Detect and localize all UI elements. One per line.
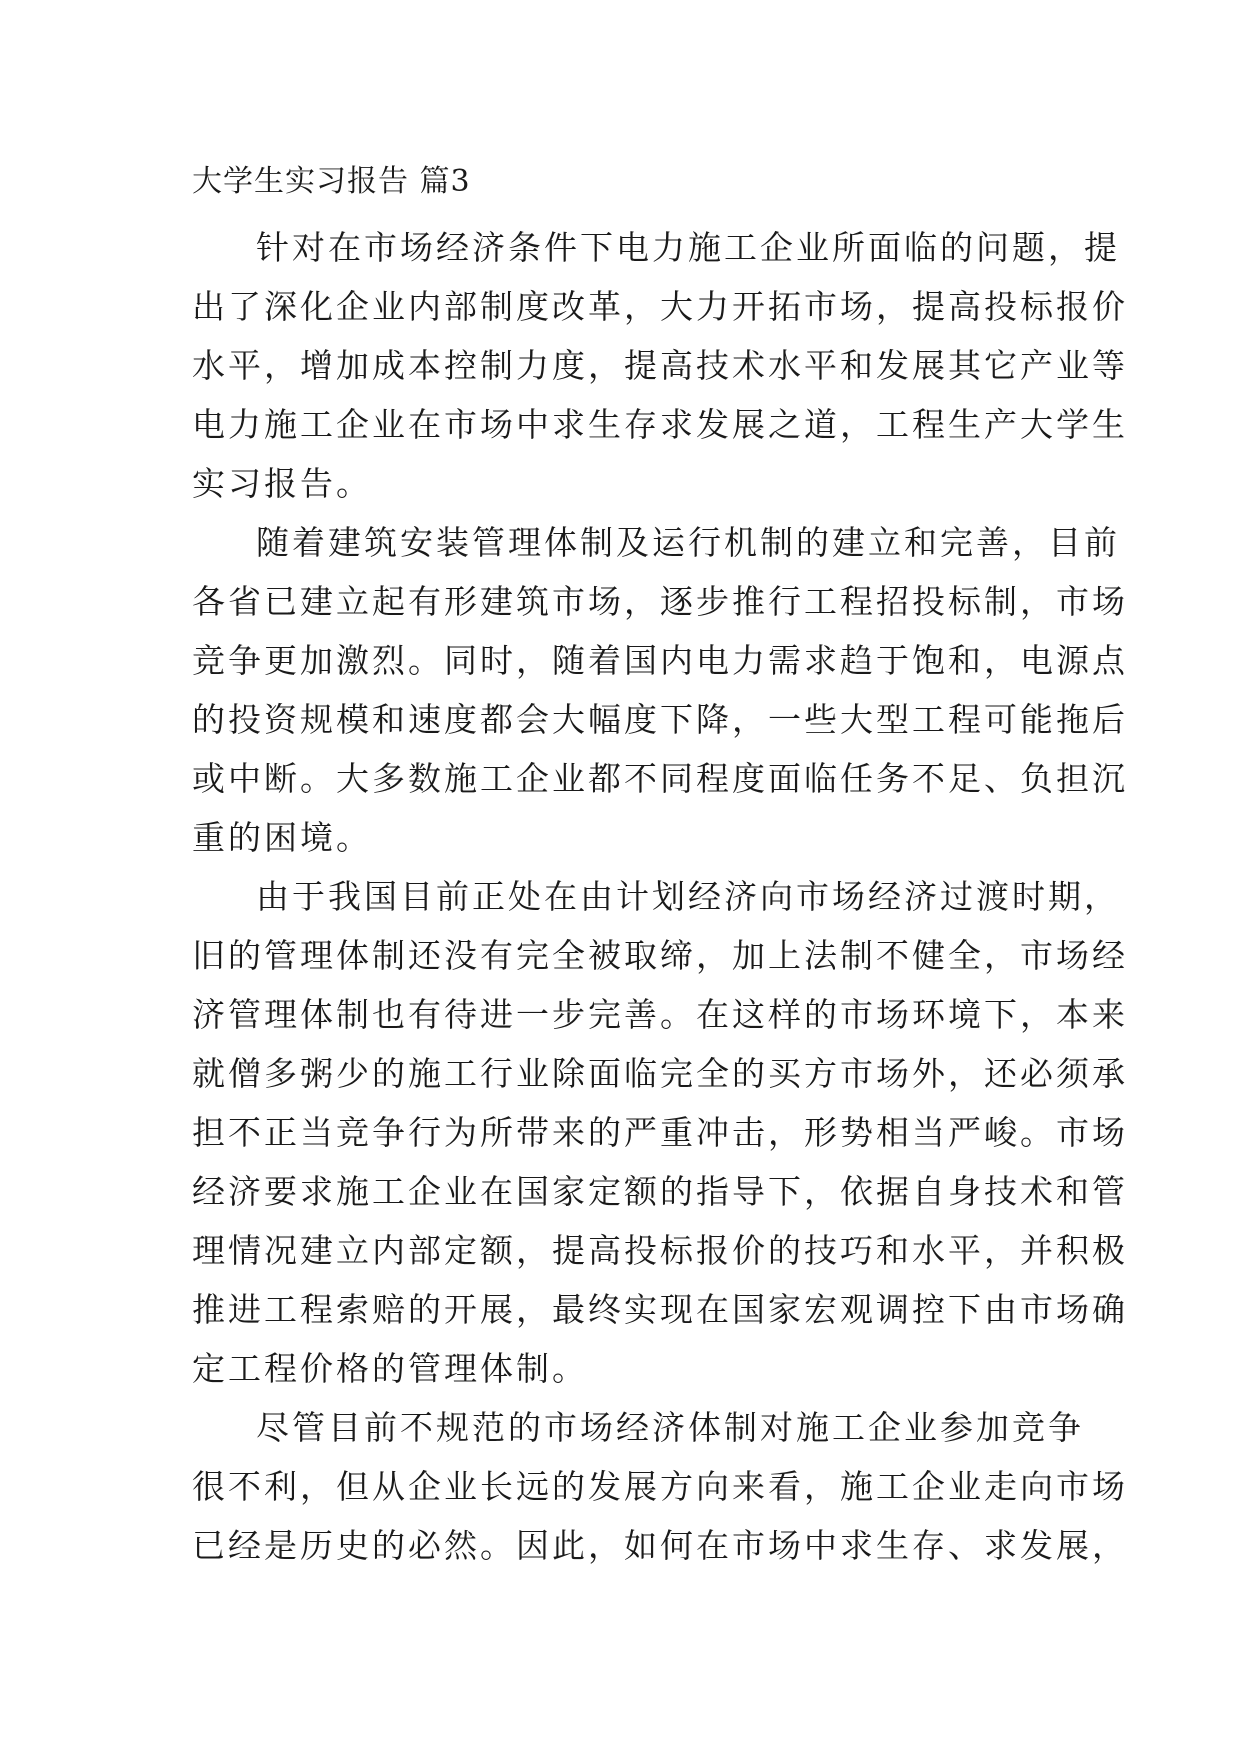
paragraph-line: 随着建筑安装管理体制及运行机制的建立和完善，目前 — [256, 523, 1120, 562]
paragraph-1 — [192, 218, 1128, 513]
paragraph-line: 出了深化企业内部制度改革，大力开拓市场，提高投标报价 — [192, 287, 1128, 326]
paragraph-4 — [192, 1398, 1128, 1575]
document-body — [192, 160, 1128, 1575]
paragraph-2 — [192, 513, 1128, 867]
paragraph-line: 竞争更加激烈。同时，随着国内电力需求趋于饱和，电源点 — [192, 641, 1128, 680]
paragraph-line: 担不正当竞争行为所带来的严重冲击，形势相当严峻。市场 — [192, 1113, 1128, 1152]
paragraph-line: 推进工程索赔的开展，最终实现在国家宏观调控下由市场确 — [192, 1290, 1128, 1329]
paragraph-line: 电力施工企业在市场中求生存求发展之道，工程生产大学生 — [192, 405, 1128, 444]
paragraph-line: 很不利，但从企业长远的发展方向来看，施工企业走向市场 — [192, 1467, 1128, 1506]
paragraph-line: 就僧多粥少的施工行业除面临完全的买方市场外，还必须承 — [192, 1054, 1128, 1093]
paragraph-line: 经济要求施工企业在国家定额的指导下，依据自身技术和管 — [192, 1172, 1128, 1211]
paragraph-line: 济管理体制也有待进一步完善。在这样的市场环境下，本来 — [192, 995, 1128, 1034]
paragraph-line: 尽管目前不规范的市场经济体制对施工企业参加竞争 — [256, 1408, 1084, 1447]
paragraph-line: 针对在市场经济条件下电力施工企业所面临的问题，提 — [256, 228, 1120, 267]
paragraph-line: 或中断。大多数施工企业都不同程度面临任务不足、负担沉 — [192, 759, 1128, 798]
paragraph-line: 旧的管理体制还没有完全被取缔，加上法制不健全，市场经 — [192, 936, 1128, 975]
document-title: 大学生实习报告 篇3 — [192, 164, 471, 199]
paragraph-line: 定工程价格的管理体制。 — [192, 1349, 588, 1388]
paragraph-3 — [192, 867, 1128, 1398]
paragraph-line: 理情况建立内部定额，提高投标报价的技巧和水平，并积极 — [192, 1231, 1128, 1270]
paragraph-line: 由于我国目前正处在由计划经济向市场经济过渡时期， — [256, 877, 1120, 916]
paragraph-line: 重的困境。 — [192, 818, 372, 857]
paragraph-line: 实习报告。 — [192, 464, 372, 503]
paragraph-line: 各省已建立起有形建筑市场，逐步推行工程招投标制，市场 — [192, 582, 1128, 621]
paragraph-line: 的投资规模和速度都会大幅度下降，一些大型工程可能拖后 — [192, 700, 1128, 739]
paragraph-line: 已经是历史的必然。因此，如何在市场中求生存、求发展， — [192, 1526, 1128, 1565]
paragraph-line: 水平，增加成本控制力度，提高技术水平和发展其它产业等 — [192, 346, 1128, 385]
